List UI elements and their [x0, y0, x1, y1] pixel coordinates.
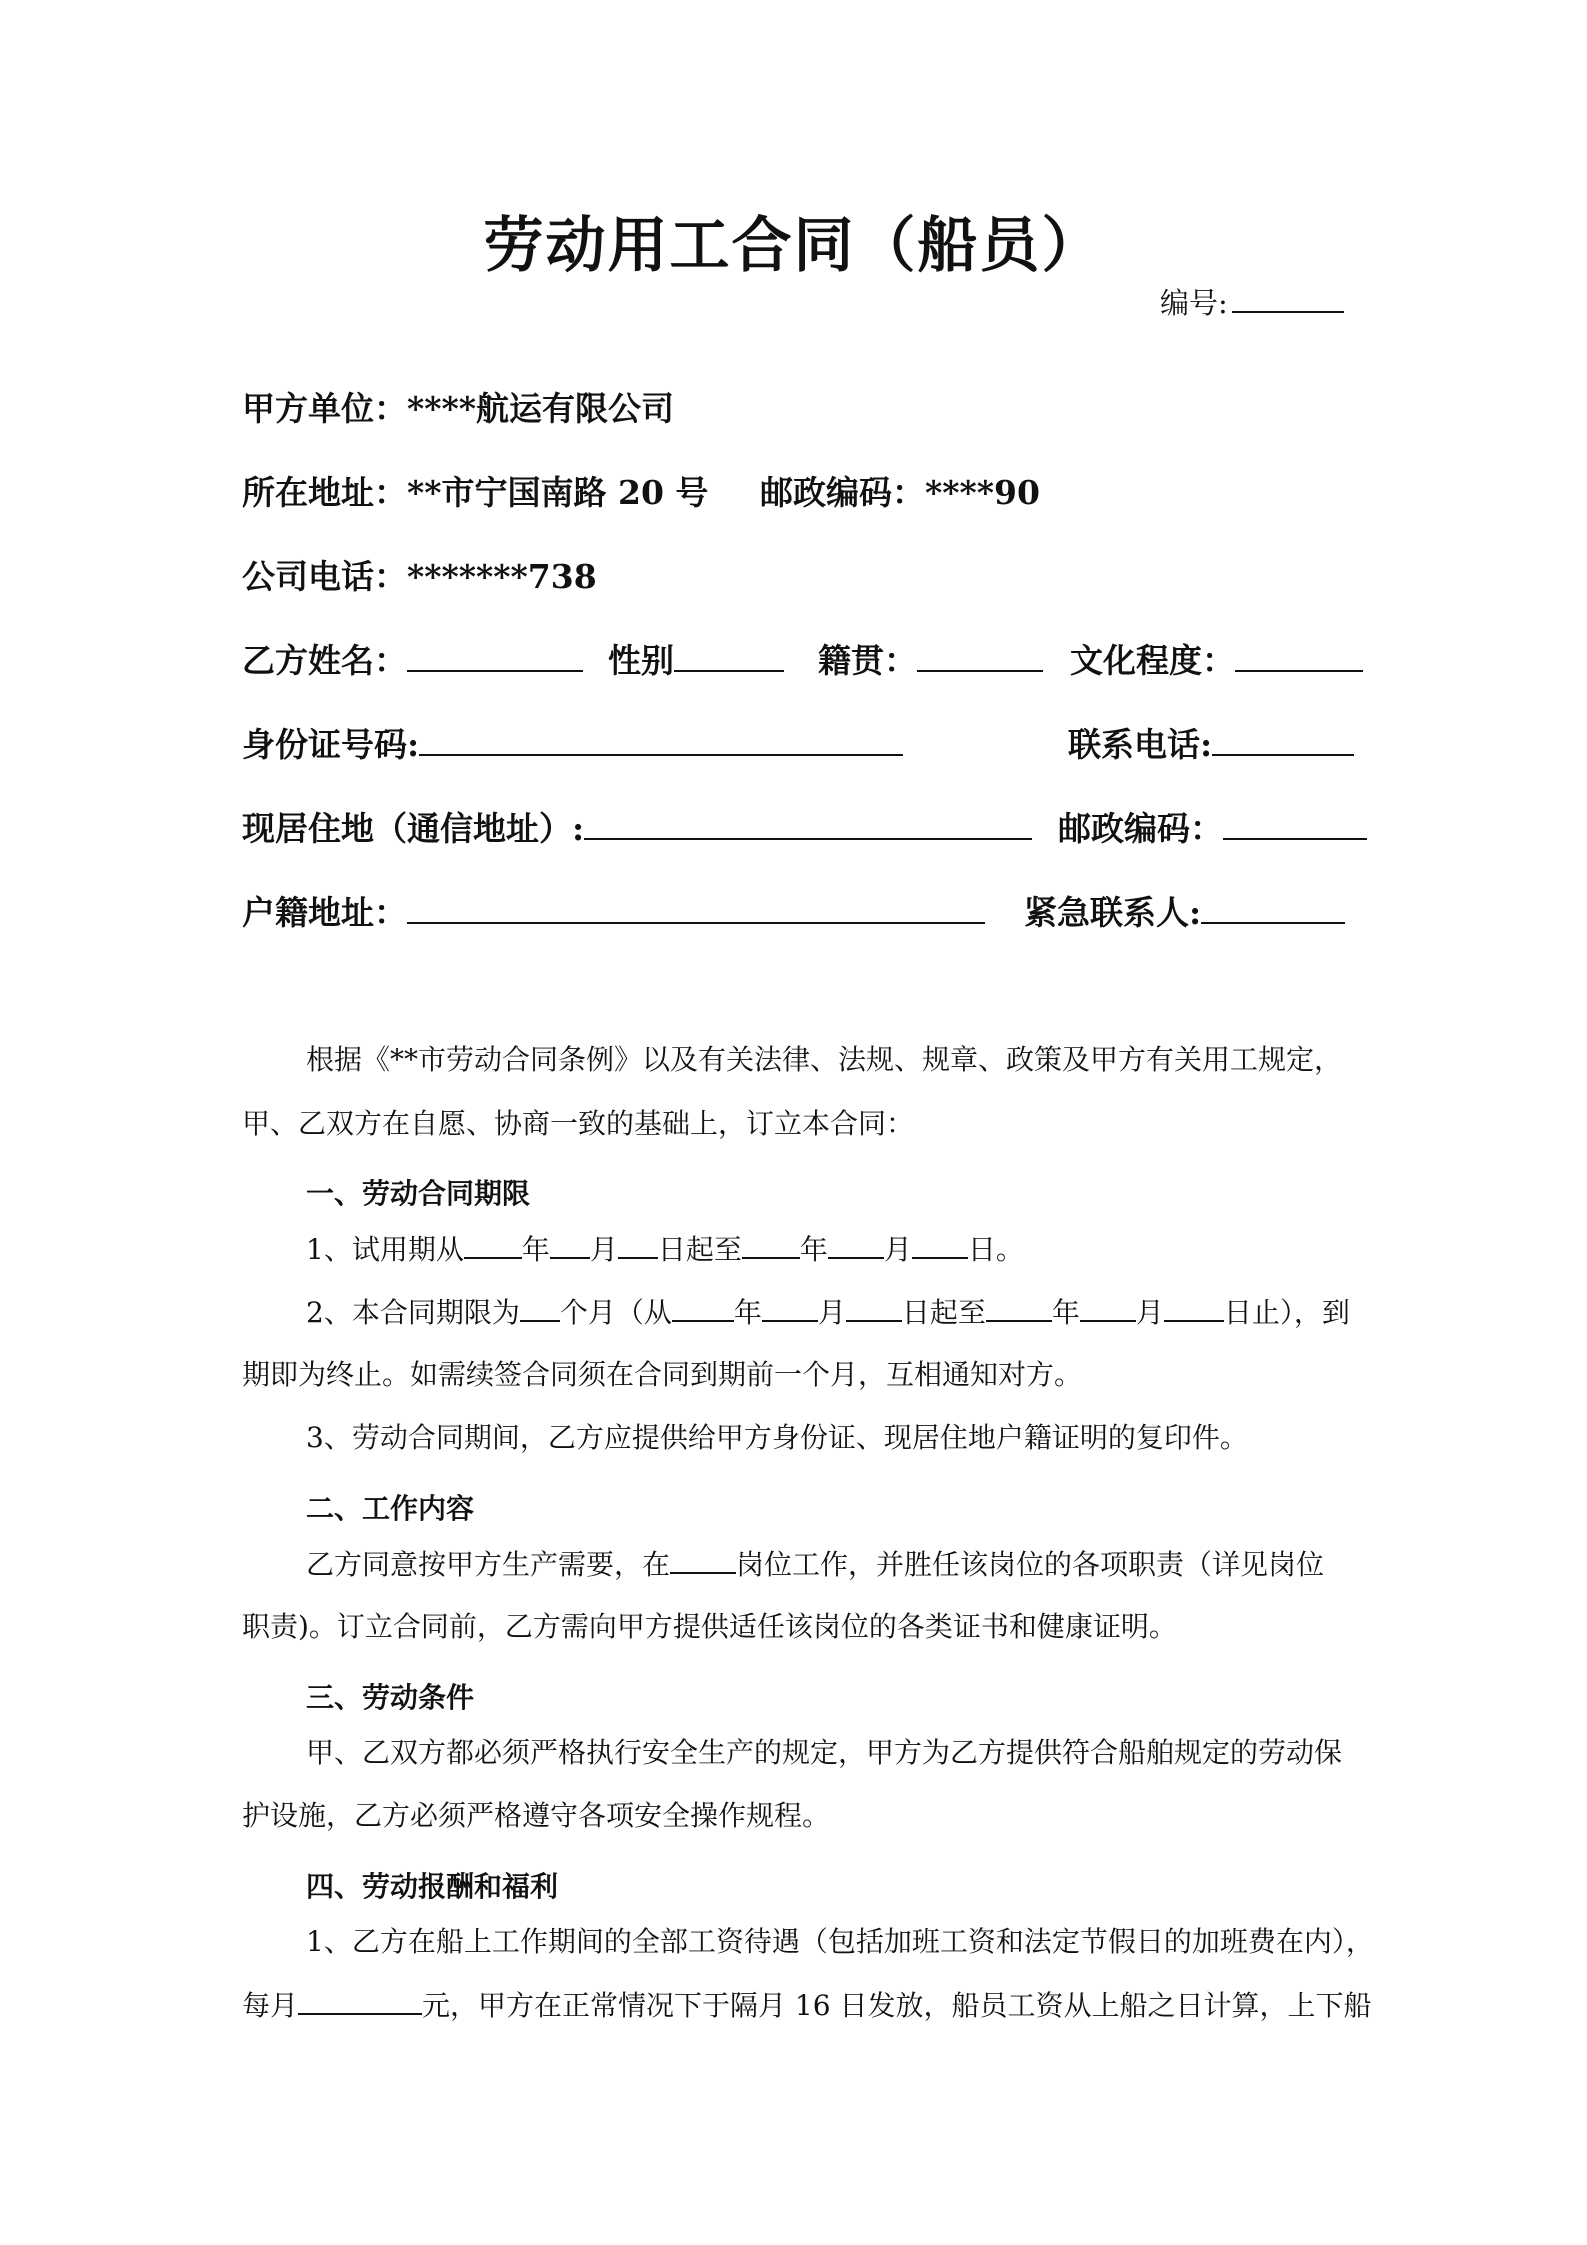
- party-a-address: [242, 467, 708, 514]
- party-a-unit-value: ****航运有限公司: [407, 389, 675, 428]
- party-b-id-blank[interactable]: [419, 726, 903, 756]
- term-start-year-blank[interactable]: [672, 1298, 734, 1322]
- section-1-item-2-line-2: 期即为终止。如需续签合同须在合同到期前一个月，互相通知对方。: [242, 1358, 1083, 1391]
- party-b-emergency-blank[interactable]: [1201, 894, 1345, 924]
- month-text: 月: [589, 1233, 618, 1266]
- party-b-contact-label: 联系电话:: [1068, 725, 1213, 764]
- party-a-phone: [242, 551, 597, 598]
- party-b-native: [818, 635, 1043, 682]
- day-until-text: 日起至: [657, 1233, 742, 1266]
- party-b-gender-label: 性别: [608, 641, 674, 680]
- party-b-name: [242, 635, 583, 682]
- day-until-text: 日起至: [901, 1296, 986, 1329]
- trial-from-text: 1、试用期从: [306, 1233, 464, 1266]
- party-b-education: [1070, 635, 1363, 682]
- monthly-text: 每月: [242, 1989, 299, 2022]
- contract-number-blank[interactable]: [1232, 283, 1344, 313]
- party-b-gender-blank[interactable]: [674, 642, 784, 672]
- year-text: 年: [733, 1296, 762, 1329]
- party-a-address-value: **市宁国南路 20 号: [407, 473, 709, 512]
- salary-blank[interactable]: [298, 1991, 422, 2015]
- party-a-address-label: 所在地址：: [242, 473, 407, 512]
- party-b-residence-postcode: [1058, 803, 1367, 850]
- section-3-line-2: 护设施，乙方必须严格遵守各项安全操作规程。: [242, 1799, 831, 1832]
- party-b-household-label: 户籍地址：: [242, 893, 407, 932]
- position-blank[interactable]: [670, 1550, 736, 1574]
- party-b-emergency: [1024, 887, 1345, 934]
- section-3-heading: 三、劳动条件: [306, 1681, 475, 1714]
- party-a-phone-label: 公司电话：: [242, 557, 407, 596]
- term-end-day-blank[interactable]: [1164, 1298, 1224, 1322]
- party-b-education-label: 文化程度：: [1070, 641, 1235, 680]
- year-text: 年: [521, 1233, 550, 1266]
- party-b-contact-blank[interactable]: [1212, 726, 1354, 756]
- section-2-heading: 二、工作内容: [306, 1492, 475, 1525]
- section-3-line-1: 甲、乙双方都必须严格执行安全生产的规定，甲方为乙方提供符合船舶规定的劳动保: [306, 1736, 1343, 1769]
- party-a-phone-value: *******738: [407, 557, 597, 596]
- section-1-item-1: [306, 1235, 1024, 1264]
- month-text: 月: [883, 1233, 912, 1266]
- party-b-emergency-label: 紧急联系人:: [1024, 893, 1202, 932]
- party-a-unit: [242, 383, 674, 430]
- page-title: 劳动用工合同（船员）: [483, 211, 1104, 281]
- party-b-residence: [242, 803, 1032, 850]
- section-2-text-b: 岗位工作，并胜任该岗位的各项职责（详见岗位: [736, 1548, 1325, 1581]
- trial-start-year-blank[interactable]: [464, 1235, 522, 1259]
- party-b-native-label: 籍贯：: [818, 641, 917, 680]
- section-2-line-1: [306, 1550, 1324, 1579]
- section-1-heading: 一、劳动合同期限: [306, 1177, 531, 1210]
- day-text: 日。: [967, 1233, 1024, 1266]
- party-b-id: [242, 719, 903, 766]
- intro-line-2: 甲、乙双方在自愿、协商一致的基础上，订立本合同：: [242, 1107, 915, 1140]
- party-b-native-blank[interactable]: [917, 642, 1043, 672]
- term-text: 2、本合同期限为: [306, 1296, 520, 1329]
- day-end-text: 日止），到: [1223, 1296, 1350, 1329]
- party-a-unit-label: 甲方单位：: [242, 389, 407, 428]
- contract-number: [1160, 281, 1344, 322]
- party-b-name-label: 乙方姓名：: [242, 641, 407, 680]
- section-1-item-3: 3、劳动合同期间，乙方应提供给甲方身份证、现居住地户籍证明的复印件。: [306, 1421, 1248, 1454]
- months-from-text: 个月（从: [559, 1296, 672, 1329]
- trial-start-month-blank[interactable]: [550, 1235, 590, 1259]
- party-b-id-label: 身份证号码:: [242, 725, 420, 764]
- party-b-residence-postcode-label: 邮政编码：: [1058, 809, 1223, 848]
- section-4-line-1: 1、乙方在船上工作期间的全部工资待遇（包括加班工资和法定节假日的加班费在内），: [306, 1925, 1374, 1958]
- party-b-gender: [608, 635, 784, 682]
- party-b-contact: [1068, 719, 1354, 766]
- trial-end-year-blank[interactable]: [742, 1235, 800, 1259]
- party-b-household: [242, 887, 985, 934]
- section-2-text-a: 乙方同意按甲方生产需要，在: [306, 1548, 671, 1581]
- section-4-heading: 四、劳动报酬和福利: [306, 1870, 559, 1903]
- section-1-item-2: [306, 1298, 1350, 1327]
- trial-start-day-blank[interactable]: [618, 1235, 658, 1259]
- term-end-year-blank[interactable]: [986, 1298, 1052, 1322]
- trial-end-month-blank[interactable]: [828, 1235, 884, 1259]
- section-4-line-2: [242, 1991, 1371, 2020]
- party-a-postcode-label: 邮政编码：: [760, 473, 925, 512]
- term-end-month-blank[interactable]: [1080, 1298, 1136, 1322]
- trial-end-day-blank[interactable]: [912, 1235, 968, 1259]
- party-b-residence-postcode-blank[interactable]: [1223, 810, 1367, 840]
- term-start-day-blank[interactable]: [846, 1298, 902, 1322]
- month-text: 月: [817, 1296, 846, 1329]
- contract-number-label: 编号:: [1160, 286, 1228, 320]
- party-b-residence-blank[interactable]: [584, 810, 1032, 840]
- party-a-postcode: [760, 467, 1040, 514]
- month-text: 月: [1135, 1296, 1164, 1329]
- section-2-line-2: 职责)。订立合同前，乙方需向甲方提供适任该岗位的各类证书和健康证明。: [242, 1610, 1177, 1643]
- party-a-postcode-value: ****90: [925, 473, 1040, 512]
- party-b-education-blank[interactable]: [1235, 642, 1363, 672]
- party-b-name-blank[interactable]: [407, 642, 583, 672]
- year-text: 年: [1051, 1296, 1080, 1329]
- party-b-residence-label: 现居住地（通信地址）:: [242, 809, 585, 848]
- term-months-blank[interactable]: [520, 1298, 560, 1322]
- term-start-month-blank[interactable]: [762, 1298, 818, 1322]
- party-b-household-blank[interactable]: [407, 894, 985, 924]
- salary-text: 元，甲方在正常情况下于隔月 16 日发放，船员工资从上船之日计算，上下船: [422, 1989, 1372, 2022]
- intro-line-1: 根据《**市劳动合同条例》以及有关法律、法规、规章、政策及甲方有关用工规定，: [306, 1043, 1343, 1076]
- year-text: 年: [799, 1233, 828, 1266]
